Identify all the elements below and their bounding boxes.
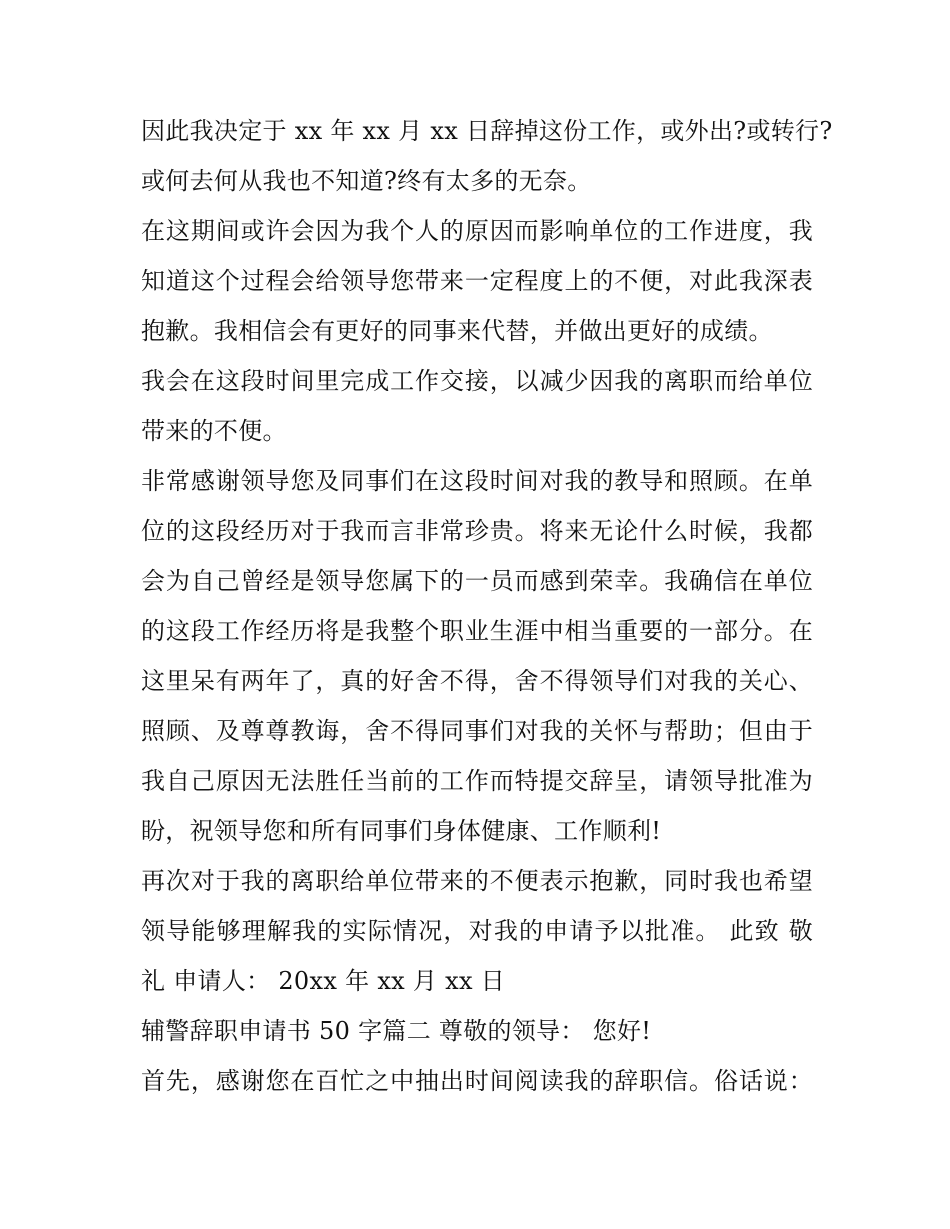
text-line: 我自己原因无法胜任当前的工作而特提交辞呈，请领导批准为 (141, 767, 813, 795)
text-line: 辅警辞职申请书 50 字篇二 尊敬的领导： 您好! (141, 1017, 652, 1045)
text-line: 带来的不便。 (141, 417, 287, 445)
text-line: 知道这个过程会给领导您带来一定程度上的不便，对此我深表 (141, 267, 813, 295)
text-line: 非常感谢领导您及同事们在这段时间对我的教导和照顾。在单 (141, 467, 813, 495)
text-line: 在这期间或许会因为我个人的原因而影响单位的工作进度，我 (141, 217, 813, 245)
text-line: 照顾、及尊尊教诲，舍不得同事们对我的关怀与帮助；但由于 (141, 717, 813, 745)
text-line: 位的这段经历对于我而言非常珍贵。将来无论什么时候，我都 (141, 517, 813, 545)
text-line: 会为自己曾经是领导您属下的一员而感到荣幸。我确信在单位 (141, 567, 813, 595)
text-line: 礼 申请人： 20xx 年 xx 月 xx 日 (141, 967, 506, 995)
text-line: 或何去何从我也不知道?终有太多的无奈。 (141, 167, 592, 195)
document-body (141, 106, 833, 1106)
text-line: 领导能够理解我的实际情况，对我的申请予以批准。 此致 敬 (141, 917, 813, 945)
text-line: 再次对于我的离职给单位带来的不便表示抱歉，同时我也希望 (141, 867, 813, 895)
text-line: 因此我决定于 xx 年 xx 月 xx 日辞掉这份工作，或外出?或转行? (141, 117, 833, 145)
text-line: 我会在这段时间里完成工作交接，以减少因我的离职而给单位 (141, 367, 813, 395)
text-line: 的这段工作经历将是我整个职业生涯中相当重要的一部分。在 (141, 617, 813, 645)
text-line: 抱歉。我相信会有更好的同事来代替，并做出更好的成绩。 (141, 317, 773, 345)
text-line: 首先，感谢您在百忙之中抽出时间阅读我的辞职信。俗话说： (141, 1067, 813, 1095)
text-line: 盼，祝领导您和所有同事们身体健康、工作顺利! (141, 817, 662, 845)
text-line: 这里呆有两年了，真的好舍不得，舍不得领导们对我的关心、 (141, 667, 813, 695)
